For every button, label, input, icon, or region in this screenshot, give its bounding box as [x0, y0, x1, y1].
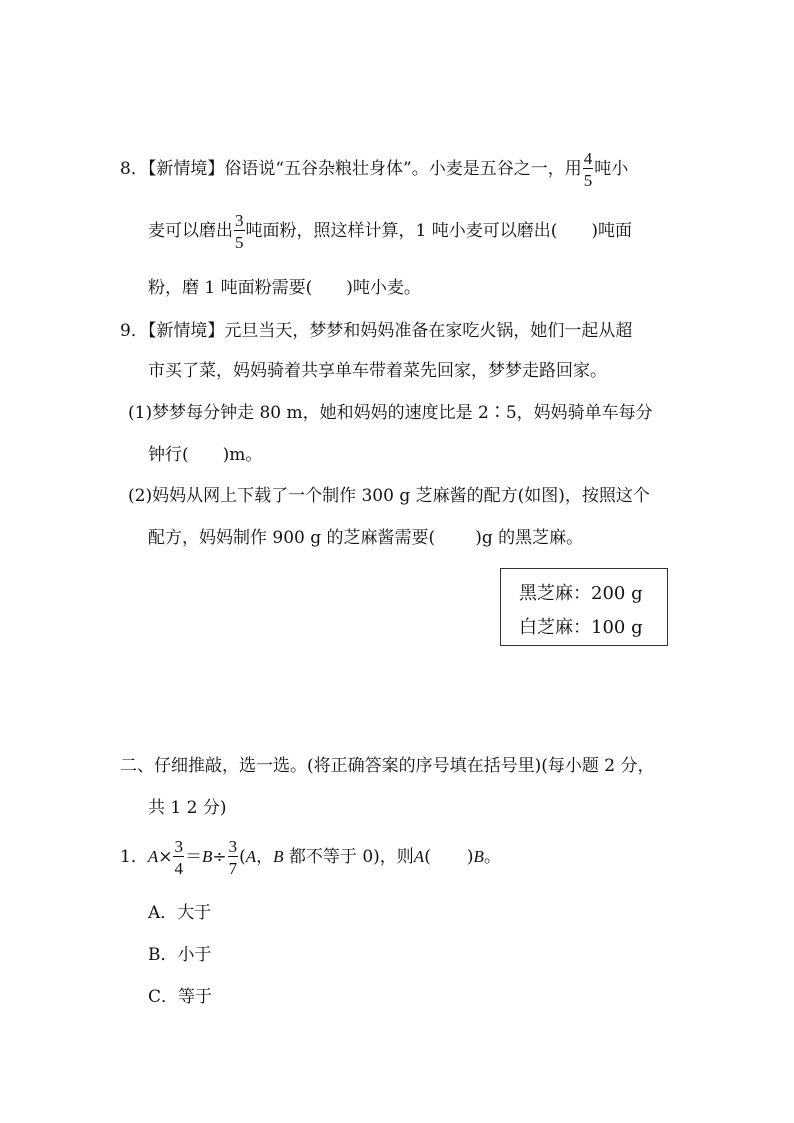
question-text: 钟行(: [148, 445, 189, 465]
fraction-denominator: 5: [235, 233, 244, 252]
question-text: 元旦当天，梦梦和妈妈准备在家吃火锅，她们一起从超: [224, 321, 633, 341]
recipe-box: [500, 568, 668, 646]
question-8-line-2: [148, 212, 632, 251]
fraction: [234, 212, 245, 251]
variable-b: B: [473, 847, 484, 866]
variable-a: A: [245, 847, 257, 866]
question-text: ，: [256, 847, 274, 867]
question-text: (1)梦梦每分钟走 80 m，她和妈妈的速度比是 2∶5，妈妈骑单车每分: [128, 403, 653, 423]
question-text: 配方，妈妈制作 900 g 的芝麻酱需要(: [148, 528, 436, 548]
question-9-sub2-line-1: [128, 481, 650, 506]
question-text: 市买了菜，妈妈骑着共享单车带着菜先回家，梦梦走路回家。: [148, 361, 607, 381]
section-heading: 二、仔细推敲，选一选。(将正确答案的序号填在括号里)(每小题 2 分，: [120, 756, 655, 776]
option-b[interactable]: B．小于: [148, 945, 212, 965]
question-text: 粉，磨 1 吨面粉需要(: [148, 278, 313, 298]
equals-sign: ＝: [184, 847, 202, 867]
question-text: 麦可以磨出: [148, 221, 233, 241]
question-text: 吨面粉，照这样计算，1 吨小麦可以磨出(: [245, 221, 558, 241]
paren-open: (: [424, 847, 431, 867]
question-9-line-2: [148, 356, 607, 381]
divide-sign: ÷: [212, 847, 227, 867]
recipe-black-sesame: 黑芝麻：200 g: [519, 583, 643, 604]
section-heading: 共 1 2 分): [148, 798, 227, 818]
variable-a: A: [413, 847, 425, 866]
question-text: )吨面: [591, 221, 632, 241]
fraction: [173, 838, 184, 877]
recipe-white-sesame: 白芝麻：100 g: [519, 617, 643, 638]
question-1-line: [120, 838, 501, 877]
question-text: 吨小: [594, 159, 629, 179]
variable-b: B: [273, 847, 284, 866]
question-text: )m。: [222, 445, 263, 465]
question-tag: 【新情境】: [147, 321, 225, 341]
question-number: 9．: [120, 321, 148, 341]
times-sign: ×: [158, 847, 173, 867]
question-9-sub2-line-2: [148, 523, 583, 548]
question-text: (2)妈妈从网上下载了一个制作 300 g 芝麻酱的配方(如图)，按照这个: [128, 486, 650, 506]
paren-close: ): [466, 847, 474, 867]
fraction: [228, 838, 239, 877]
section-heading-line-2: [148, 793, 226, 818]
fraction: [583, 150, 594, 189]
question-text: )g 的黑芝麻。: [475, 528, 584, 548]
fraction-denominator: 4: [174, 859, 183, 878]
question-text: 俗语说“五谷杂粮壮身体”。小麦是五谷之一，用: [224, 159, 582, 179]
paren-open: (: [239, 847, 246, 867]
question-text: 都不等于 0)，则: [283, 847, 414, 867]
question-9-line-1: [120, 316, 632, 341]
question-8-line-1: [120, 150, 628, 189]
question-tag: 【新情境】: [147, 159, 225, 179]
question-text: 。: [483, 847, 501, 867]
question-number: 1．: [120, 847, 148, 867]
question-9-sub1-line-2: [148, 440, 262, 465]
option-c[interactable]: C．等于: [148, 987, 213, 1007]
question-8-line-3: [148, 273, 421, 298]
section-heading-line-1: [120, 751, 655, 776]
question-number: 8．: [120, 159, 148, 179]
fraction-numerator: 3: [174, 837, 183, 856]
option-a[interactable]: A．大于: [148, 903, 212, 923]
question-9-sub1-line-1: [128, 398, 653, 423]
fraction-numerator: 3: [235, 211, 244, 230]
variable-b: B: [201, 847, 213, 866]
fraction-denominator: 7: [228, 859, 238, 878]
question-text: )吨小麦。: [346, 278, 421, 298]
fraction-denominator: 5: [583, 171, 593, 190]
fraction-numerator: 3: [228, 837, 238, 856]
fraction-numerator: 4: [583, 149, 593, 168]
variable-a: A: [147, 847, 159, 866]
